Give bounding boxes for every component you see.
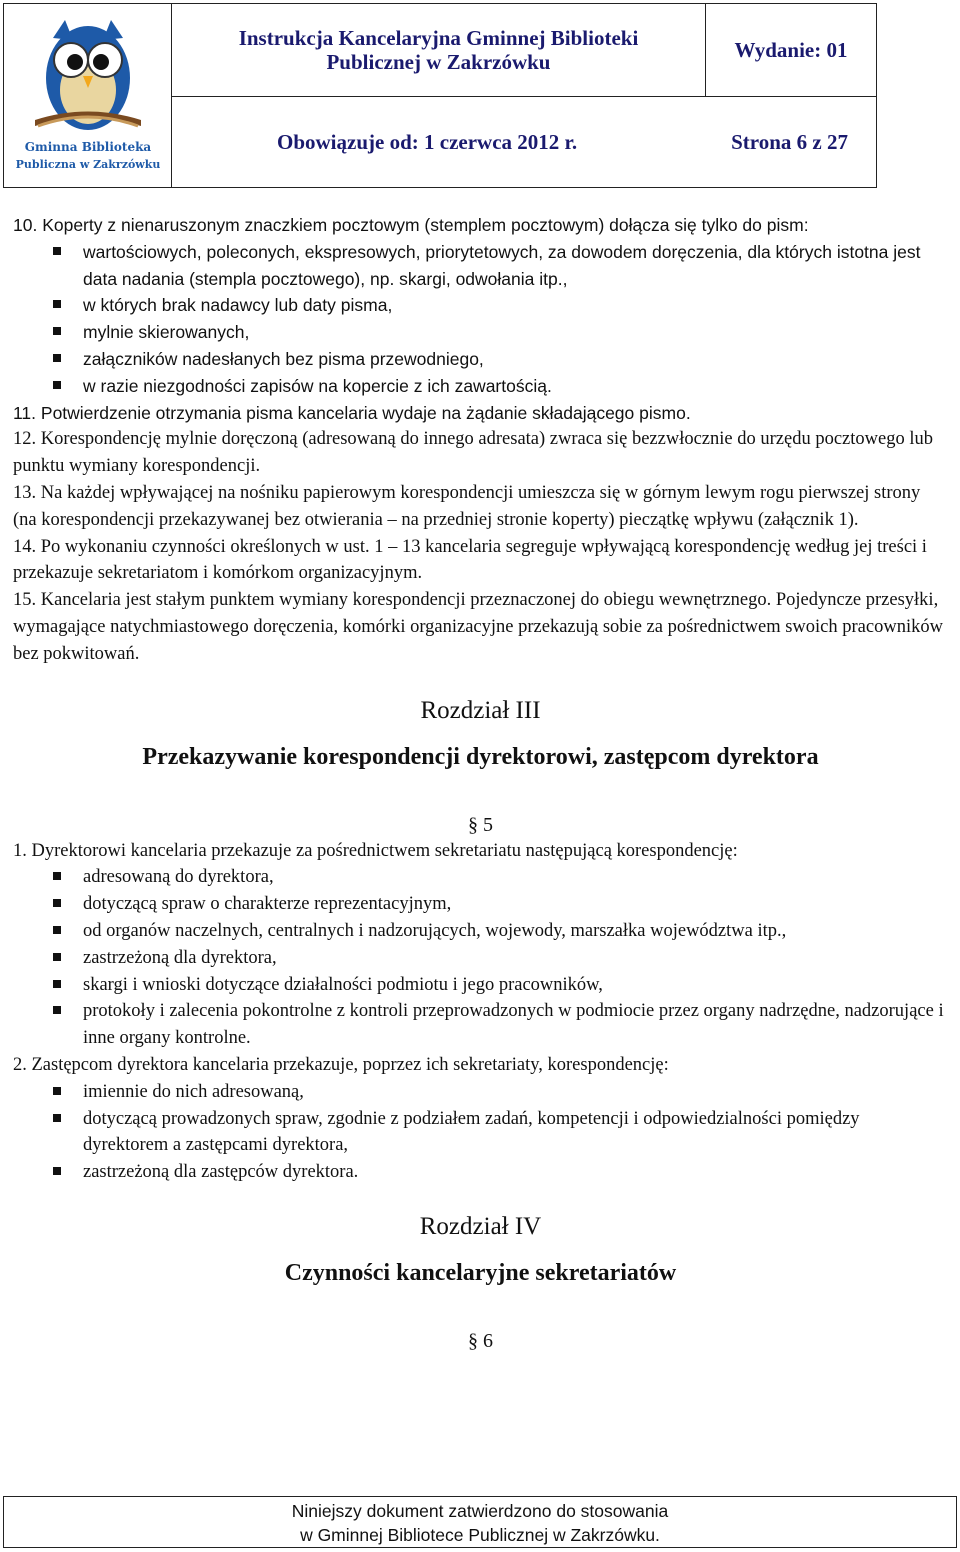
section-5-sign: § 5 — [468, 813, 493, 836]
bullet-icon — [53, 327, 61, 335]
bullet-icon — [53, 300, 61, 308]
list-item: dotyczącą spraw o charakterze reprezentacyjnym, — [53, 891, 948, 918]
document-header — [3, 3, 877, 188]
edition: Wydanie: 01 — [706, 4, 877, 97]
owl-logo-icon — [13, 8, 163, 178]
title-line-1: Instrukcja Kancelaryjna Gminnej Biblioteki — [238, 26, 639, 50]
document-title — [172, 4, 706, 97]
list-item: zastrzeżoną dla zastępców dyrektora. — [53, 1159, 948, 1186]
logo-text-line1: Gminna Biblioteka — [24, 140, 151, 154]
list-item: mylnie skierowanych, — [53, 319, 948, 346]
bullet-icon — [53, 980, 61, 988]
bullet-icon — [53, 247, 61, 255]
paragraph-12: 12. Korespondencję mylnie doręczoną (adresowaną do innego adresata) zwraca się bezzwłocznie do urzędu pocztowego lub punktu wymiany korespondencji. — [13, 429, 933, 477]
list-item: w razie niezgodności zapisów na kopercie z ich zawartością. — [53, 373, 948, 400]
list-item: protokoły i zalecenia pokontrolne z kontroli przeprowadzonych w podmiocie przez organy nadrzędne, nadzorujące i inne organy kontrolne. — [53, 998, 948, 1052]
section-6-sign: § 6 — [468, 1329, 493, 1352]
list-item: skargi i wnioski dotyczące działalności podmiotu i jego pracowników, — [53, 972, 948, 999]
bullet-icon — [53, 953, 61, 961]
footer-line-2: w Gminnej Bibliotece Publicznej w Zakrzówku. — [300, 1525, 660, 1545]
paragraph-10: 10. Koperty z nienaruszonym znaczkiem pocztowym (stemplem pocztowym) dołącza się tylko do pism: — [13, 215, 809, 235]
bullet-icon — [53, 1006, 61, 1014]
list-item: zastrzeżoną dla dyrektora, — [53, 945, 948, 972]
list-item: dotyczącą prowadzonych spraw, zgodnie z podziałem zadań, kompetencji i odpowiedzialności pomiędzy dyrektorem a zastępcami dyrektora, — [53, 1106, 948, 1160]
document-body — [13, 212, 948, 1354]
logo-text-line2: Publiczna w Zakrzówku — [15, 158, 160, 171]
chapter-3-paragraph-2-list — [13, 1079, 948, 1186]
list-item: w których brak nadawcy lub daty pisma, — [53, 292, 948, 319]
bullet-icon — [53, 1114, 61, 1122]
bullet-icon — [53, 872, 61, 880]
chapter-3-paragraph-2: 2. Zastępcom dyrektora kancelaria przekazuje, poprzez ich sekretariaty, korespondencję: — [13, 1054, 669, 1075]
list-item: wartościowych, poleconych, ekspresowych, priorytetowych, za dowodem doręczenia, dla których istotna jest data nadania (stempla pocztowego), np. skargi, odwołania itp., — [53, 239, 948, 293]
list-item: od organów naczelnych, centralnych i nadzorujących, wojewody, marszałka województwa itp., — [53, 918, 948, 945]
bullet-icon — [53, 899, 61, 907]
paragraph-11: 11. Potwierdzenie otrzymania pisma kancelaria wydaje na żądanie składającego pismo. — [13, 402, 691, 423]
bullet-icon — [53, 1167, 61, 1175]
list-item: imiennie do nich adresowaną, — [53, 1079, 948, 1106]
paragraph-10-list — [13, 239, 948, 400]
bullet-icon — [53, 381, 61, 389]
list-item: adresowaną do dyrektora, — [53, 864, 948, 891]
header-meta-row — [172, 97, 877, 188]
bullet-icon — [53, 354, 61, 362]
footer-line-1: Niniejszy dokument zatwierdzono do stosowania — [291, 1501, 669, 1521]
paragraph-13: 13. Na każdej wpływającej na nośniku papierowym korespondencji umieszcza się w górnym lewym rogu pierwszej strony (na korespondencji przekazywanej bez otwierania – na przedniej stronie koperty) pieczątkę wpływu (załącznik 1). — [13, 482, 921, 530]
paragraph-15: 15. Kancelaria jest stałym punktem wymiany korespondencji przeznaczonej do obiegu wewnętrznego. Pojedyncze przesyłki, wymagające natychmiastowego doręczenia, komórki organizacyjne przekazują sobie za pośrednictwem swoich pracowników bez pokwitowań. — [13, 590, 943, 664]
bullet-icon — [53, 926, 61, 934]
page-number: Strona 6 z 27 — [731, 129, 848, 154]
document-footer — [3, 1496, 957, 1548]
list-item: załączników nadesłanych bez pisma przewodniego, — [53, 346, 948, 373]
paragraph-14: 14. Po wykonaniu czynności określonych w ust. 1 – 13 kancelaria segreguje wpływającą korespondencję według jej treści i przekazuje sekretariatom i komórkom organizacyjnym. — [13, 536, 927, 584]
chapter-3-paragraph-1-list — [13, 864, 948, 1052]
chapter-3-heading: Rozdział III — [420, 696, 541, 724]
chapter-3-title: Przekazywanie korespondencji dyrektorowi, zastępcom dyrektora — [142, 743, 819, 770]
bullet-icon — [53, 1087, 61, 1095]
title-line-2: Publicznej w Zakrzówku — [326, 50, 551, 74]
effective-date: Obowiązuje od: 1 czerwca 2012 r. — [277, 129, 578, 154]
chapter-3-paragraph-1: 1. Dyrektorowi kancelaria przekazuje za pośrednictwem sekretariatu następującą korespondencję: — [13, 840, 738, 861]
chapter-4-heading: Rozdział IV — [419, 1212, 542, 1240]
library-logo — [4, 4, 172, 188]
chapter-4-title: Czynności kancelaryjne sekretariatów — [284, 1259, 677, 1286]
